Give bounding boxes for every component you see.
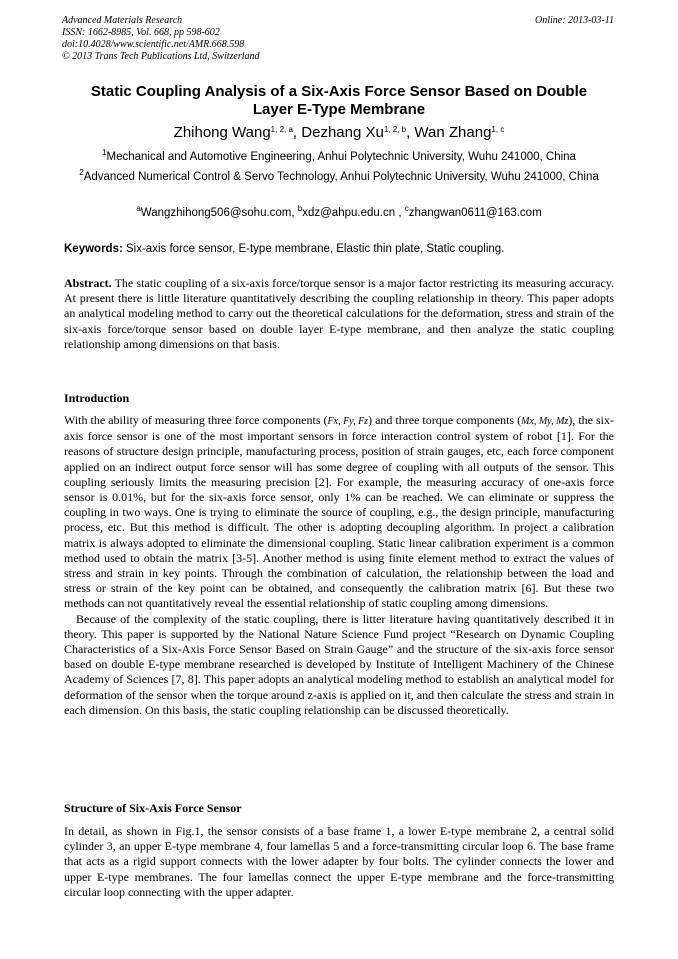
email-marker: a bbox=[136, 204, 141, 213]
author-name: Zhihong Wang bbox=[173, 124, 271, 141]
copyright-line: © 2013 Trans Tech Publications Ltd, Switzerland bbox=[62, 51, 260, 62]
journal-header bbox=[62, 15, 260, 63]
paragraph-text: With the ability of measuring three force components ( bbox=[64, 413, 328, 427]
author-separator: , bbox=[406, 124, 415, 141]
affiliation-marker: 2 bbox=[79, 168, 84, 177]
keywords-text: Six-axis force sensor, E-type membrane, Elastic thin plate, Static coupling. bbox=[122, 243, 505, 255]
affiliation-text: Advanced Numerical Control & Servo Technology, Anhui Polytechnic University, Wuhu 241000, China bbox=[83, 171, 599, 183]
email-address[interactable]: zhangwan0611@163.com bbox=[408, 207, 542, 219]
author-affiliation-marker: 1, 2, a bbox=[270, 125, 293, 134]
author-affiliation-marker: 1, c bbox=[491, 125, 505, 134]
email-address[interactable]: Wangzhihong506@sohu.com bbox=[140, 207, 292, 219]
doi-line: doi:10.4028/www.scientific.net/AMR.668.598 bbox=[62, 39, 245, 50]
issn-line: ISSN: 1662-8985, Vol. 668, pp 598-602 bbox=[62, 27, 220, 38]
introduction-paragraph-2: Because of the complexity of the static coupling, there is litter literature having quantitatively described it in theory. This paper is supported by the National Nature Science Fund project “Research on Dynamic Coupling Characteristics of a Six-Axis Force Sensor Based on Strain Gauge” and the structure of the six-axis force sensor based on double E-type membrane researched is developed by Institute of Intelligent Machinery of the Chinese Academy of Sciences [7, 8]. This paper adopts an analytical modeling method to establish an analytical model for deformation of the sensor when the torque around z-axis is applied on it, and then calculate the stress and strain in each dimension. On this basis, the static coupling relationship can be discussed theoretically. bbox=[64, 611, 614, 717]
author-affiliation-marker: 1, 2, b bbox=[383, 125, 407, 134]
structure-paragraph: In detail, as shown in Fig.1, the sensor consists of a base frame 1, a lower E-type membrane 2, a central solid cylinder 3, an upper E-type membrane 4, four lamellas 5 and a force-transmitting circular loop 6. The base frame that acts as a rigid support connects with the lower adapter by four bolts. The cylinder connects the lower and upper E-type membranes. The four lamellas connect the upper E-type membrane and the force-transmitting circular loop connecting with the upper adapter. bbox=[64, 824, 614, 899]
introduction-body bbox=[64, 413, 614, 718]
paragraph-text: ), the six-axis force sensor is one of the most important sensors in force interaction control system of robot [1]. For the reasons of structure design principle, manufacturing process, position of strain gauges, etc, each force component applied on an indirect output force sensor will has some degree of coupling with all outputs of the sensor. This coupling seriously limits the measuring precision [2]. For example, the measuring accuracy of one-axis force sensor is 0.01%, but for the six-axis force sensor, only 1% can be reached. We can eliminate or suppress the coupling in two ways. One is trying to eliminate the source of coupling, e.g., the design principle, manufacturing process, etc. But this method is difficult. The other is adopting decoupling algorithm. In project a calibration matrix is always adopted to eliminate the dimensional coupling. Static linear calibration experiment is a common method used to obtain the matrix [3-5]. Another method is using finite element method to extract the values of stress and strain in key points. Through the combination of calculation, the relationship between the load and stress or strain of the key point can be obtained, and consequently the calibration matrix [6]. But these two methods can not quantitatively reveal the essential relationship of static coupling among dimensions. bbox=[64, 413, 614, 611]
keywords-label: Keywords: bbox=[64, 243, 123, 255]
author-separator: , bbox=[292, 124, 302, 141]
online-date: Online: 2013-03-11 bbox=[535, 15, 614, 26]
journal-name: Advanced Materials Research bbox=[62, 15, 183, 26]
section-heading-introduction: Introduction bbox=[64, 391, 130, 405]
email-marker: b bbox=[297, 204, 303, 213]
author-name: Wan Zhang bbox=[414, 124, 492, 141]
abstract bbox=[64, 276, 614, 352]
affiliation-text: Mechanical and Automotive Engineering, Anhui Polytechnic University, Wuhu 241000, China bbox=[106, 151, 576, 163]
section-heading-structure: Structure of Six-Axis Force Sensor bbox=[64, 801, 242, 815]
author-name: Dezhang Xu bbox=[301, 124, 384, 141]
affiliation-1 bbox=[62, 149, 616, 165]
abstract-text: The static coupling of a six-axis force/torque sensor is a major factor restricting its measuring accuracy. At present there is little literature quantitatively describing the coupling relationship in theory. This paper adopts an analytical modeling method to carry out the theoretical calculations for the deformation, stress and strain of the six-axis force/torque sensor based on double layer E-type membrane, and then analyze the static coupling relationship among dimensions on that basis. bbox=[64, 276, 614, 351]
title-line-2: Layer E-Type Membrane bbox=[252, 101, 426, 118]
structure-body bbox=[64, 824, 614, 900]
email-address[interactable]: xdz@ahpu.edu.cn bbox=[302, 207, 396, 219]
paper-title bbox=[62, 83, 616, 119]
keywords bbox=[64, 241, 616, 257]
affiliation-marker: 1 bbox=[102, 148, 107, 157]
title-line-1: Static Coupling Analysis of a Six-Axis Force Sensor Based on Double bbox=[90, 83, 588, 100]
force-components: Fx, Fy, Fz bbox=[327, 416, 369, 427]
affiliation-2 bbox=[62, 169, 616, 185]
email-marker: c bbox=[404, 204, 409, 213]
torque-components: Mx, My, Mz bbox=[521, 416, 569, 427]
author-emails: $^a$Wangzhihong506@sohu.com, $^b$xdz@ahpu.edu.cn , $^c$zhangwan0611@163.com bbox=[136, 204, 542, 219]
introduction-paragraph-1 bbox=[64, 413, 614, 612]
paragraph-text: ) and three torque components ( bbox=[368, 413, 522, 427]
abstract-label: Abstract. bbox=[64, 276, 112, 290]
author-list bbox=[62, 123, 616, 142]
